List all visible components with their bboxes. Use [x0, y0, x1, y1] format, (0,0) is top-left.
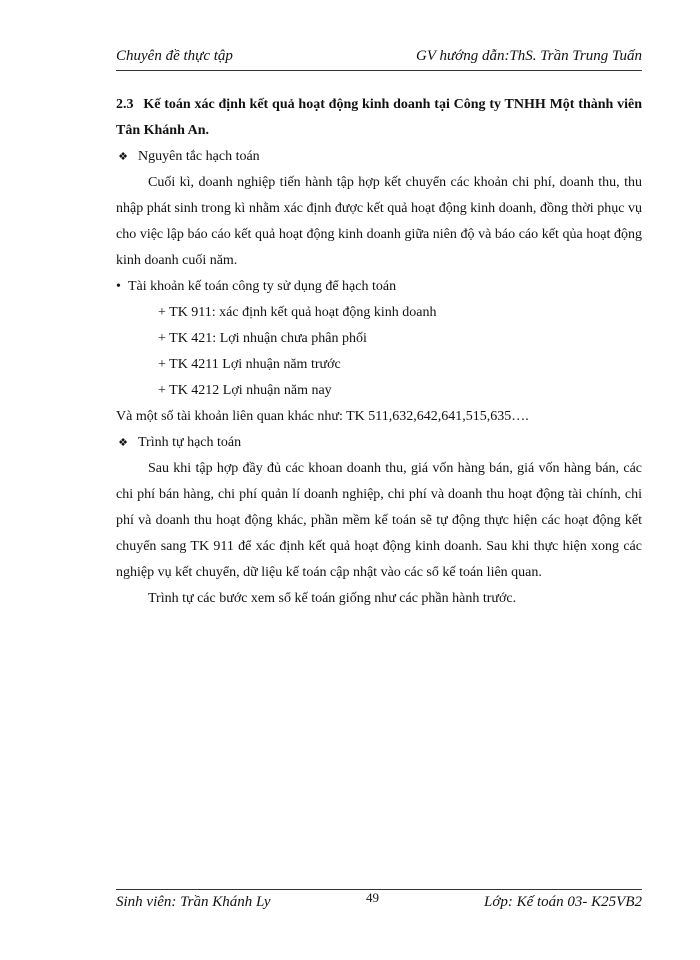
four-diamond-bullet-icon: ❖: [118, 151, 128, 163]
procedure-heading: Trình tự hạch toán: [138, 435, 242, 450]
procedure-closing: Trình tự các bước xem sổ kế toán giống như các phần hành trước.: [148, 591, 517, 606]
principles-heading: Nguyên tắc hạch toán: [138, 149, 260, 164]
page-header: [116, 48, 642, 70]
account-item: + TK 421: Lợi nhuận chưa phân phối: [158, 331, 367, 346]
section-heading: [116, 92, 642, 144]
principles-heading-row: [116, 144, 642, 170]
accounts-heading-row: [116, 274, 642, 300]
document-body: [116, 92, 642, 612]
page-footer: [116, 892, 642, 916]
footer-class: Lớp: Kế toán 03- K25VB2: [484, 894, 642, 910]
footer-divider: [116, 889, 642, 890]
header-divider: [116, 70, 642, 71]
procedure-heading-row: [116, 430, 642, 456]
account-item: + TK 4211 Lợi nhuận năm trước: [158, 357, 341, 372]
section-title: Kế toán xác định kết quả hoạt động kinh doanh tại Công ty TNHH Một thành viên Tân Khánh An.: [116, 97, 642, 138]
account-item: + TK 911: xác định kết quả hoạt động kinh doanh: [158, 305, 437, 320]
dot-bullet-icon: •: [116, 279, 121, 294]
related-accounts: Và một số tài khoản liên quan khác như: TK 511,632,642,641,515,635….: [116, 409, 529, 424]
procedure-paragraph: Sau khi tập hợp đầy đủ các khoan doanh thu, giá vốn hàng bán, giá vốn hàng bán, các chi phí bán hàng, chi phí quản lí doanh nghiệp, chi phí và doanh thu hoạt động tài chính, chi phí và doanh thu hoạt động khác, phần mềm kế toán sẽ tự động thực hiện các hoạt động kết chuyển sang TK 911 để xác định kết quả hoạt động kinh doanh. Sau khi thực hiện xong các nghiệp vụ kết chuyển, dữ liệu kế toán cập nhật vào các sổ kế toán liên quan.: [116, 461, 642, 580]
principles-paragraph: Cuối kì, doanh nghiệp tiến hành tập hợp kết chuyển các khoản chi phí, doanh thu, thu nhập phát sinh trong kì nhằm xác định được kết quả hoạt động kinh doanh, đồng thời phục vụ cho việc lập báo cáo kết quả hoạt động kinh doanh giữa niên độ và báo cáo kết qủa hoạt động kinh doanh cuối năm.: [116, 175, 642, 268]
header-subject: Chuyên đề thực tập: [116, 48, 233, 64]
footer-student: Sinh viên: Trần Khánh Ly: [116, 894, 271, 910]
accounts-heading: Tài khoản kế toán công ty sử dụng để hạch toán: [128, 279, 397, 294]
account-item: + TK 4212 Lợi nhuận năm nay: [158, 383, 332, 398]
header-supervisor: GV hướng dẫn:ThS. Trần Trung Tuấn: [416, 48, 642, 64]
four-diamond-bullet-icon: ❖: [118, 437, 128, 449]
page-number: 49: [366, 890, 379, 905]
section-number: 2.3: [116, 97, 134, 112]
